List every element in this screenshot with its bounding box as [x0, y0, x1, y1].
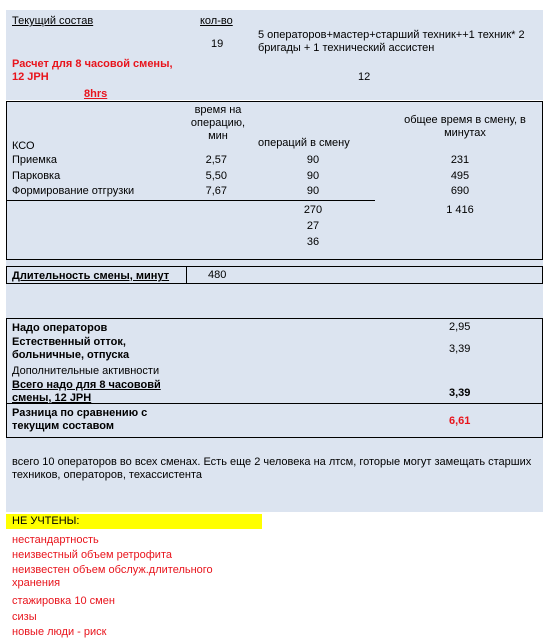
list-item: неизвестный объем ретрофита — [12, 549, 172, 561]
table-row-total: 231 — [450, 154, 470, 166]
extra-value: 27 — [306, 220, 320, 232]
table-row-total: 690 — [450, 185, 470, 197]
table-row-time: 2,57 — [205, 154, 227, 166]
qty-value: 19 — [211, 38, 224, 50]
col-total-time-header: общее время в смену, в минутах — [404, 114, 526, 139]
total-needed-label: Всего надо для 8 часововй смены, 12 JPH — [12, 379, 161, 404]
calc-value: 12 — [358, 71, 371, 83]
table-row-ops: 90 — [306, 154, 320, 166]
staff-note: всего 10 операторов во всех сменах. Есть еще 2 человека на лтсм, готорые могут замещать старших техников, операторов, техассистента — [12, 456, 532, 481]
additional-label: Дополнительные активности — [12, 365, 160, 377]
extra-value: 36 — [306, 236, 320, 248]
table-divider — [6, 200, 375, 201]
table-row-name: Парковка — [12, 170, 61, 182]
operators-value: 2,95 — [449, 321, 471, 333]
col-op-time-header: время на операцию, мин — [190, 104, 246, 142]
table-row-time: 7,67 — [205, 185, 227, 197]
shift-duration-value: 480 — [208, 269, 227, 281]
hours-label: 8hrs — [84, 88, 108, 100]
table-row-ops: 90 — [306, 185, 320, 197]
table-row-ops: 90 — [306, 170, 320, 182]
staff-description: 5 операторов+мастер+старший техник++1 техник* 2 бригады + 1 технический ассистен — [258, 29, 525, 54]
list-item: стажировка 10 смен — [12, 595, 115, 607]
table-row-name: Приемка — [12, 154, 58, 166]
not-counted-title: НЕ УЧТЕНЫ: — [6, 514, 262, 529]
sum-total: 1 416 — [446, 204, 474, 216]
attrition-label: Естественный отток, больничные, отпуска — [12, 336, 130, 361]
list-item: сизы — [12, 611, 37, 623]
qty-label: кол-во — [200, 15, 233, 27]
table-row-total: 495 — [450, 170, 470, 182]
operators-label: Надо операторов — [12, 322, 108, 334]
table-row-time: 5,50 — [205, 170, 227, 182]
list-item: неизвестен объем обслуж.длительного хранения — [12, 564, 213, 589]
sum-ops: 270 — [303, 204, 323, 216]
table-row-name: Формирование отгрузки — [12, 185, 135, 197]
list-item: новые люди - риск — [12, 626, 107, 638]
shift-divider — [186, 266, 187, 284]
first-col-header: КСО — [12, 140, 35, 152]
col-ops-shift-header: операций в смену — [258, 137, 350, 149]
shift-duration-label: Длительность смены, минут — [12, 270, 170, 282]
calc-title: Расчет для 8 часовой смены, 12 JPH — [12, 58, 173, 83]
current-staff-label: Текущий состав — [12, 15, 94, 27]
difference-label: Разница по сравнению с текущим составом — [12, 407, 148, 432]
attrition-value: 3,39 — [449, 343, 471, 355]
list-item: нестандартность — [12, 534, 99, 546]
difference-value: 6,61 — [449, 415, 471, 427]
total-needed-value: 3,39 — [449, 387, 471, 399]
